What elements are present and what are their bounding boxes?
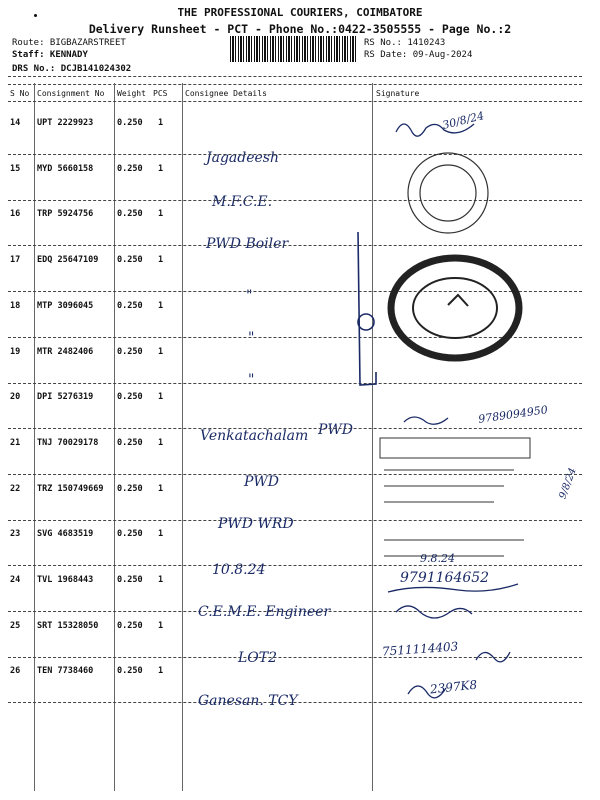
row-weight: 0.250 bbox=[117, 437, 143, 448]
col-header-signature: Signature bbox=[376, 89, 420, 98]
row-sno: 19 bbox=[10, 346, 21, 357]
row-consignee-handwritten: C.E.M.E. Engineer bbox=[198, 604, 331, 620]
row-consignment-no: DPI 5276319 bbox=[37, 392, 94, 403]
row-consignment-no: TRZ 150749669 bbox=[37, 483, 104, 494]
col-header-consignment: Consignment No bbox=[37, 89, 105, 98]
col-header-weight: Weight bbox=[117, 89, 146, 98]
row-weight: 0.250 bbox=[117, 575, 143, 585]
row-pcs: 1 bbox=[158, 666, 164, 677]
signature-date-23: 9.8.24 bbox=[420, 552, 455, 565]
row-weight: 0.250 bbox=[117, 300, 143, 311]
rs-date: RS Date: 09-Aug-2024 bbox=[364, 50, 473, 60]
row-sno: 17 bbox=[10, 255, 21, 266]
row-consignee-handwritten: PWD WRD bbox=[218, 516, 294, 532]
row-pcs: 1 bbox=[158, 483, 164, 494]
row-weight: 0.250 bbox=[117, 392, 143, 403]
row-sno: 21 bbox=[10, 437, 21, 448]
row-pcs: 1 bbox=[158, 209, 164, 220]
drs-number: DRS No.: DCJB141024302 bbox=[12, 64, 132, 74]
row-sno: 18 bbox=[10, 300, 21, 311]
row-weight: 0.250 bbox=[117, 163, 143, 174]
row-weight: 0.250 bbox=[117, 255, 143, 266]
signature-phone-20: 9789094950 bbox=[477, 403, 549, 426]
row-sno: 24 bbox=[10, 575, 21, 585]
signature-date-14: 30/8/24 bbox=[441, 109, 486, 132]
row-pcs: 1 bbox=[158, 300, 164, 311]
stamp-circle bbox=[408, 153, 488, 233]
stamp-seal bbox=[391, 258, 519, 358]
row-pcs: 1 bbox=[158, 346, 164, 357]
col-header-sno: S No bbox=[10, 89, 30, 98]
row-pcs: 1 bbox=[158, 529, 164, 540]
row-consignee-handwritten: PWD bbox=[244, 474, 280, 490]
signature-code-26: 2397K8 bbox=[429, 677, 478, 697]
row-sno: 14 bbox=[10, 118, 21, 128]
row-sno: 22 bbox=[10, 483, 21, 494]
row-consignment-no: TRP 5924756 bbox=[37, 209, 94, 220]
row-consignee-handwritten: PWD bbox=[318, 422, 354, 438]
row-sno: 20 bbox=[10, 392, 21, 403]
row-consignment-no: MYD 5660158 bbox=[37, 163, 94, 174]
col-header-consignee: Consignee Details bbox=[185, 89, 267, 98]
row-pcs: 1 bbox=[158, 392, 164, 403]
row-consignee-handwritten: LOT2 bbox=[238, 650, 278, 666]
row-pcs: 1 bbox=[158, 620, 164, 631]
staff-label: Staff: KENNADY bbox=[12, 50, 88, 60]
company-title: THE PROFESSIONAL COURIERS, COIMBATORE bbox=[177, 6, 423, 19]
row-consignment-no: SVG 4683519 bbox=[37, 529, 94, 540]
bracket-mark bbox=[358, 232, 376, 385]
row-consignment-no: TVL 1968443 bbox=[37, 575, 94, 585]
row-consignee-handwritten: Venkatachalam bbox=[200, 428, 309, 444]
row-pcs: 1 bbox=[158, 437, 164, 448]
row-weight: 0.250 bbox=[117, 346, 143, 357]
signature-date-22: 9/8/24 bbox=[557, 466, 579, 501]
row-consignment-no: TNJ 70029178 bbox=[37, 437, 99, 448]
row-consignee-handwritten: " bbox=[248, 372, 255, 388]
row-weight: 0.250 bbox=[117, 529, 143, 540]
row-consignee-handwritten: PWD Boiler bbox=[206, 236, 289, 252]
row-consignment-no: MTR 2482406 bbox=[37, 346, 94, 357]
row-consignee-handwritten: 10.8.24 bbox=[212, 562, 266, 578]
row-consignment-no: EDQ 25647109 bbox=[37, 255, 99, 266]
row-consignee-handwritten: " bbox=[246, 288, 253, 304]
signature-phone-25: 7511114403 bbox=[381, 639, 459, 659]
stamp-text-block bbox=[380, 438, 530, 556]
row-weight: 0.250 bbox=[117, 620, 143, 631]
row-pcs: 1 bbox=[158, 163, 164, 174]
row-sno: 26 bbox=[10, 666, 21, 677]
row-sno: 15 bbox=[10, 163, 21, 174]
row-consignment-no: SRT 15328050 bbox=[37, 620, 99, 631]
row-pcs: 1 bbox=[158, 575, 164, 585]
row-consignment-no: TEN 7738460 bbox=[37, 666, 94, 677]
row-weight: 0.250 bbox=[117, 209, 143, 220]
row-weight: 0.250 bbox=[117, 483, 143, 494]
row-consignment-no: MTP 3096045 bbox=[37, 300, 94, 311]
row-consignee-handwritten: " bbox=[248, 330, 255, 346]
row-weight: 0.250 bbox=[117, 666, 143, 677]
row-pcs: 1 bbox=[158, 118, 164, 128]
col-header-pcs: PCS bbox=[153, 89, 168, 98]
row-consignment-no: UPT 2229923 bbox=[37, 118, 94, 128]
signature-phone-24: 9791164652 bbox=[400, 570, 490, 586]
rs-number: RS No.: 1410243 bbox=[364, 38, 446, 48]
row-sno: 16 bbox=[10, 209, 21, 220]
row-sno: 23 bbox=[10, 529, 21, 540]
row-pcs: 1 bbox=[158, 255, 164, 266]
row-sno: 25 bbox=[10, 620, 21, 631]
runsheet-subtitle: Delivery Runsheet - PCT - Phone No.:0422-3505555 - Page No.:2 bbox=[88, 22, 512, 36]
consignee-footer-note: Ganesan. TCY bbox=[198, 693, 298, 709]
route-label: Route: BIGBAZARSTREET bbox=[12, 38, 126, 48]
row-consignee-handwritten: Jagadeesh bbox=[206, 150, 280, 166]
row-consignee-handwritten: M.F.C.E. bbox=[212, 194, 273, 210]
row-weight: 0.250 bbox=[117, 118, 143, 128]
